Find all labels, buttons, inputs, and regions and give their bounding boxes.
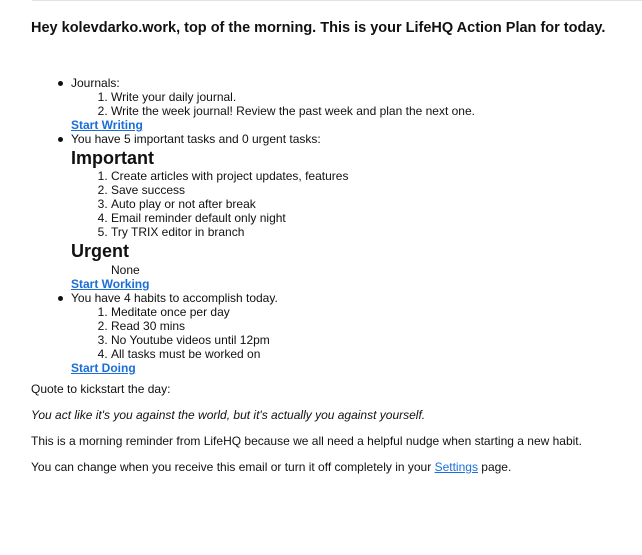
list-item: 4. Email reminder default only night — [111, 211, 475, 225]
start-working-link[interactable]: Start Working — [71, 277, 150, 291]
list-item: 2. Save success — [111, 183, 475, 197]
journals-section — [71, 76, 475, 132]
list-item: 5. Try TRIX editor in branch — [111, 225, 475, 239]
settings-note — [31, 460, 511, 474]
list-item: 3. Auto play or not after break — [111, 197, 475, 211]
list-item: 2. Write the week journal! Review the past week and plan the next one. — [111, 104, 475, 118]
list-item: 2. Read 30 mins — [111, 319, 475, 333]
settings-link[interactable]: Settings — [434, 460, 478, 474]
list-item: 4. All tasks must be worked on — [111, 347, 475, 361]
important-heading: Important — [71, 148, 154, 168]
settings-note-suffix: page. — [481, 460, 512, 474]
settings-note-prefix: You can change when you receive this email or turn it off completely in your — [31, 460, 432, 474]
quote-label: Quote to kickstart the day: — [31, 382, 171, 396]
important-task-items — [71, 169, 475, 239]
reminder-text: This is a morning reminder from LifeHQ because we all need a helpful nudge when starting a new habit. — [31, 434, 582, 448]
start-doing-link[interactable]: Start Doing — [71, 361, 136, 375]
journals-label: Journals: — [71, 76, 120, 90]
urgent-heading: Urgent — [71, 241, 129, 261]
habits-section — [71, 291, 475, 375]
habit-items — [71, 305, 475, 361]
list-item: 1. Create articles with project updates, features — [111, 169, 475, 183]
action-plan-list — [31, 76, 475, 375]
list-item: 1. Write your daily journal. — [111, 90, 475, 104]
tasks-section — [71, 132, 475, 291]
list-item: 1. Meditate once per day — [111, 305, 475, 319]
journals-items — [71, 90, 475, 118]
tasks-summary: You have 5 important tasks and 0 urgent tasks: — [71, 132, 321, 146]
urgent-none-text: None — [111, 263, 140, 277]
greeting-heading: Hey kolevdarko.work, top of the morning. This is your LifeHQ Action Plan for today. — [31, 20, 606, 36]
top-divider — [32, 0, 642, 1]
list-item: 3. No Youtube videos until 12pm — [111, 333, 475, 347]
quote-text: You act like it's you against the world, but it's actually you against yourself. — [31, 408, 426, 422]
start-writing-link[interactable]: Start Writing — [71, 118, 143, 132]
habits-summary: You have 4 habits to accomplish today. — [71, 291, 278, 305]
